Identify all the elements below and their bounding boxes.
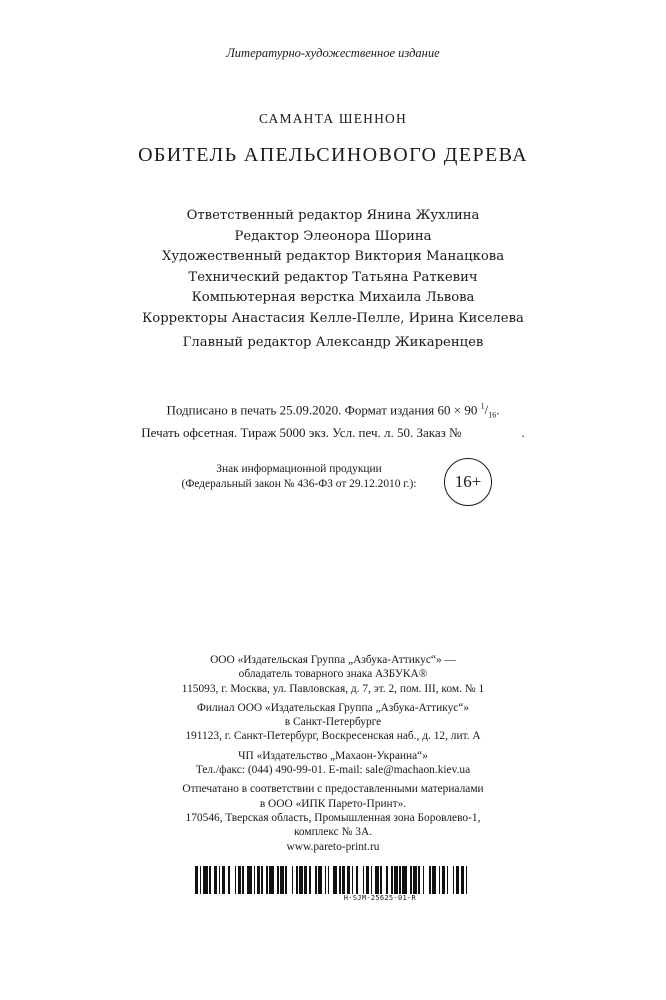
imprint-line: Отпечатано в соответствии с предоставленными материалами (182, 783, 484, 796)
imprint-line: 191123, г. Санкт-Петербург, Воскресенская наб., д. 12, лит. А (185, 730, 481, 743)
print-format-text: Подписано в печать 25.09.2020. Формат издания 60 × 90 (166, 402, 481, 418)
print-info (0, 398, 666, 441)
credit-line: Ответственный редактор Янина Жухлина (186, 208, 480, 223)
printer-website: www.pareto-print.ru (286, 840, 380, 853)
imprint-line: ООО «Издательская Группа „Азбука-Аттикус“» — (210, 654, 456, 666)
book-title: ОБИТЕЛЬ АПЕЛЬСИНОВОГО ДЕРЕВА (138, 144, 528, 166)
imprint-line: в Санкт-Петербурге (284, 716, 382, 729)
chief-editor: Главный редактор Александр Жикаренцев (182, 335, 484, 350)
imprint-line: 170546, Тверская область, Промышленная зона Боровлево-1, (185, 811, 481, 824)
info-sign-text (170, 462, 428, 492)
barcode-space (467, 866, 470, 894)
print-info-line-2: Печать офсетная. Тираж 5000 экз. Усл. печ. л. 50. Заказ № . (141, 424, 525, 440)
credit-line: Художественный редактор Виктория Манацкова (161, 249, 505, 265)
publisher-imprint (0, 653, 666, 854)
credit-line: Корректоры Анастасия Келле-Пелле, Ирина Киселева (142, 310, 524, 326)
imprint-line: обладатель товарного знака АЗБУКА® (238, 668, 428, 681)
imprint-line: в ООО «ИПК Парето-Принт». (259, 797, 407, 810)
barcode-bars (195, 866, 471, 894)
series-label: Литературно-художественное издание (226, 46, 440, 60)
barcode (195, 866, 471, 906)
print-info-line-1: Подписано в печать 25.09.2020. Формат издания 60 × 90 $^1/_{16}$. (166, 402, 500, 420)
credit-line: Компьютерная верстка Михаила Львова (191, 290, 475, 306)
info-sign-line-1: Знак информационной продукции (216, 463, 382, 475)
author-name: САМАНТА ШЕННОН (259, 111, 407, 126)
credit-line: Редактор Элеонора Шорина (234, 228, 432, 244)
imprint-line: Тел./факс: (044) 490-99-01. E-mail: sale@machaon.kiev.ua (195, 764, 471, 777)
imprint-line: ЧП «Издательство „Махаон-Украина“» (238, 749, 428, 762)
info-sign-line-2: (Федеральный закон № 436-ФЗ от 29.12.2010 г.): (181, 478, 417, 490)
age-rating-badge: 16+ (444, 458, 492, 506)
imprint-line: Филиал ООО «Издательская Группа „Азбука-Аттикус“» (196, 701, 470, 714)
barcode-code: H-SJM-25625-01-R (343, 894, 416, 902)
imprint-line: комплекс № 3А. (293, 826, 373, 839)
credits-list (0, 206, 666, 330)
print-run-text: Печать офсетная. Тираж 5000 экз. Усл. печ. л. 50. Заказ № (141, 424, 462, 440)
imprint-line: 115093, г. Москва, ул. Павловская, д. 7, эт. 2, пом. III, ком. № 1 (181, 682, 485, 695)
format-fraction: $^1/_{16}$ (480, 402, 497, 420)
credit-line: Технический редактор Татьяна Раткевич (188, 269, 478, 285)
